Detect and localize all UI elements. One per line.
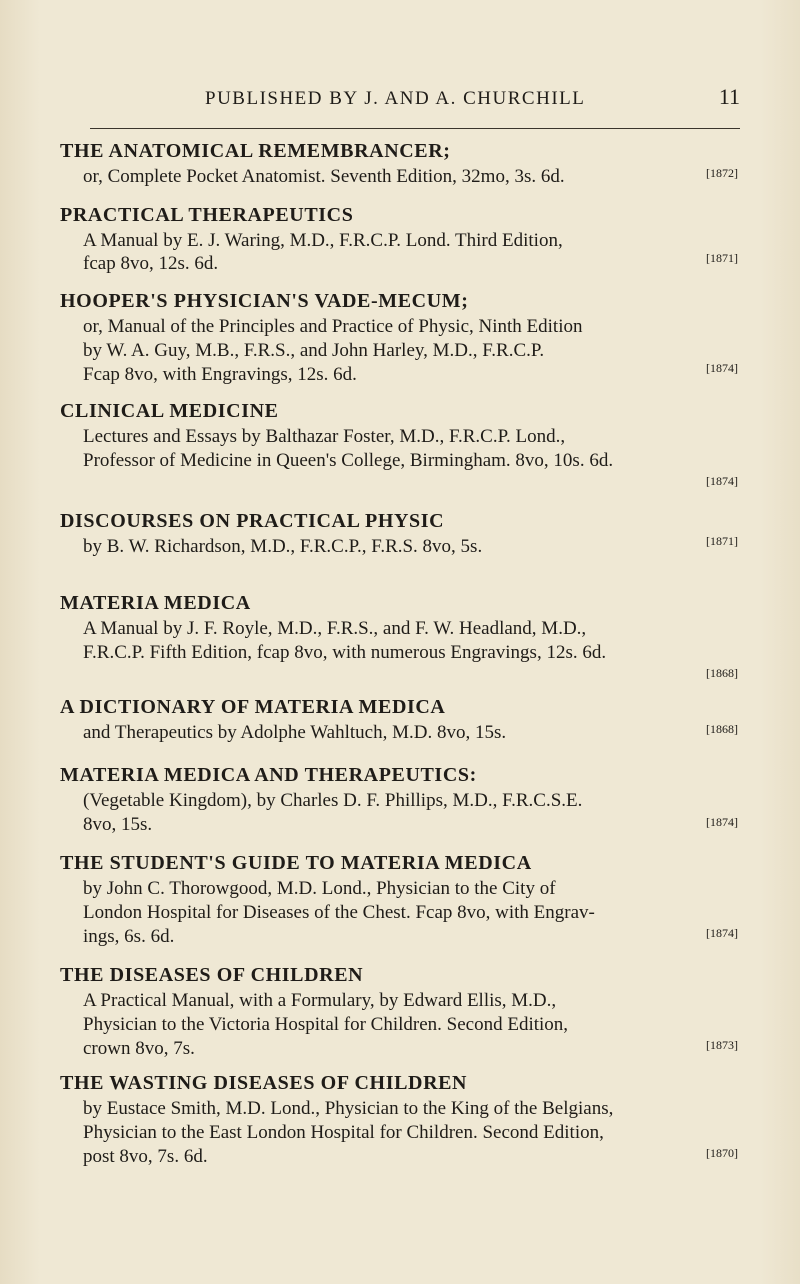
entry-line: F.R.C.P. Fifth Edition, fcap 8vo, with numerous Engravings, 12s. 6d. [83,642,607,663]
entry-line: Physician to the Victoria Hospital for Children. Second Edition, [83,1014,569,1035]
entry-heading: THE STUDENT'S GUIDE TO MATERIA MEDICA [60,852,532,874]
entry-line: Fcap 8vo, with Engravings, 12s. 6d. [83,364,357,385]
entry-line: post 8vo, 7s. 6d. [83,1146,208,1167]
entry-heading: MATERIA MEDICA AND THERAPEUTICS: [60,764,477,786]
entry-heading: HOOPER'S PHYSICIAN'S VADE-MECUM; [60,290,469,312]
entry-line: Physician to the East London Hospital for Children. Second Edition, [83,1122,604,1143]
entry-line: A Manual by E. J. Waring, M.D., F.R.C.P. Lond. Third Edition, [83,230,563,251]
entry-heading: CLINICAL MEDICINE [60,400,279,422]
entry-year: [1870] [706,1146,738,1160]
entry-line: Professor of Medicine in Queen's College, Birmingham. 8vo, 10s. 6d. [83,450,614,471]
entry-year: [1874] [706,361,738,375]
page-number: 11 [718,84,740,109]
entry-line: 8vo, 15s. [83,814,153,835]
entry-line: A Practical Manual, with a Formulary, by Edward Ellis, M.D., [83,990,557,1011]
entry-year: [1871] [706,251,738,265]
entry-year: [1872] [706,166,738,180]
entry-line: A Manual by J. F. Royle, M.D., F.R.S., and F. W. Headland, M.D., [83,618,587,639]
entry-heading: MATERIA MEDICA [60,592,251,614]
entry-line: and Therapeutics by Adolphe Wahltuch, M.D. 8vo, 15s. [83,722,507,743]
running-header [60,84,740,118]
header-rule [90,128,740,129]
entry-line: by B. W. Richardson, M.D., F.R.C.P., F.R.S. 8vo, 5s. [83,536,483,557]
entry-line: by W. A. Guy, M.B., F.R.S., and John Harley, M.D., F.R.C.P. [83,340,545,361]
entry-heading: DISCOURSES ON PRACTICAL PHYSIC [60,510,445,532]
entry-line: or, Manual of the Principles and Practice of Physic, Ninth Edition [83,316,583,337]
entry-line: Lectures and Essays by Balthazar Foster, M.D., F.R.C.P. Lond., [83,426,566,447]
entry-year: [1874] [706,815,738,829]
entry-year: [1874] [706,926,738,940]
entry-line: (Vegetable Kingdom), by Charles D. F. Phillips, M.D., F.R.C.S.E. [83,790,583,811]
entry-year: [1873] [706,1038,738,1052]
entry-line: fcap 8vo, 12s. 6d. [83,253,219,274]
entry-heading: A DICTIONARY OF MATERIA MEDICA [60,696,446,718]
entry-line: London Hospital for Diseases of the Chest. Fcap 8vo, with Engrav- [83,902,595,923]
entry-heading: THE DISEASES OF CHILDREN [60,964,364,986]
entry-year: [1868] [706,666,738,680]
entry-year: [1874] [706,474,738,488]
entry-line: by Eustace Smith, M.D. Lond., Physician to the King of the Belgians, [83,1098,614,1119]
entry-heading: THE ANATOMICAL REMEMBRANCER; [60,140,451,162]
entry-heading: THE WASTING DISEASES OF CHILDREN [60,1072,468,1094]
entry-line: ings, 6s. 6d. [83,926,175,947]
entry-line: crown 8vo, 7s. [83,1038,195,1059]
entry-line: by John C. Thorowgood, M.D. Lond., Physician to the City of [83,878,556,899]
entry-heading: PRACTICAL THERAPEUTICS [60,204,354,226]
entry-year: [1868] [706,722,738,736]
running-title: PUBLISHED BY J. AND A. CHURCHILL [205,88,586,109]
entry-line: or, Complete Pocket Anatomist. Seventh Edition, 32mo, 3s. 6d. [83,166,565,187]
entry-year: [1871] [706,534,738,548]
